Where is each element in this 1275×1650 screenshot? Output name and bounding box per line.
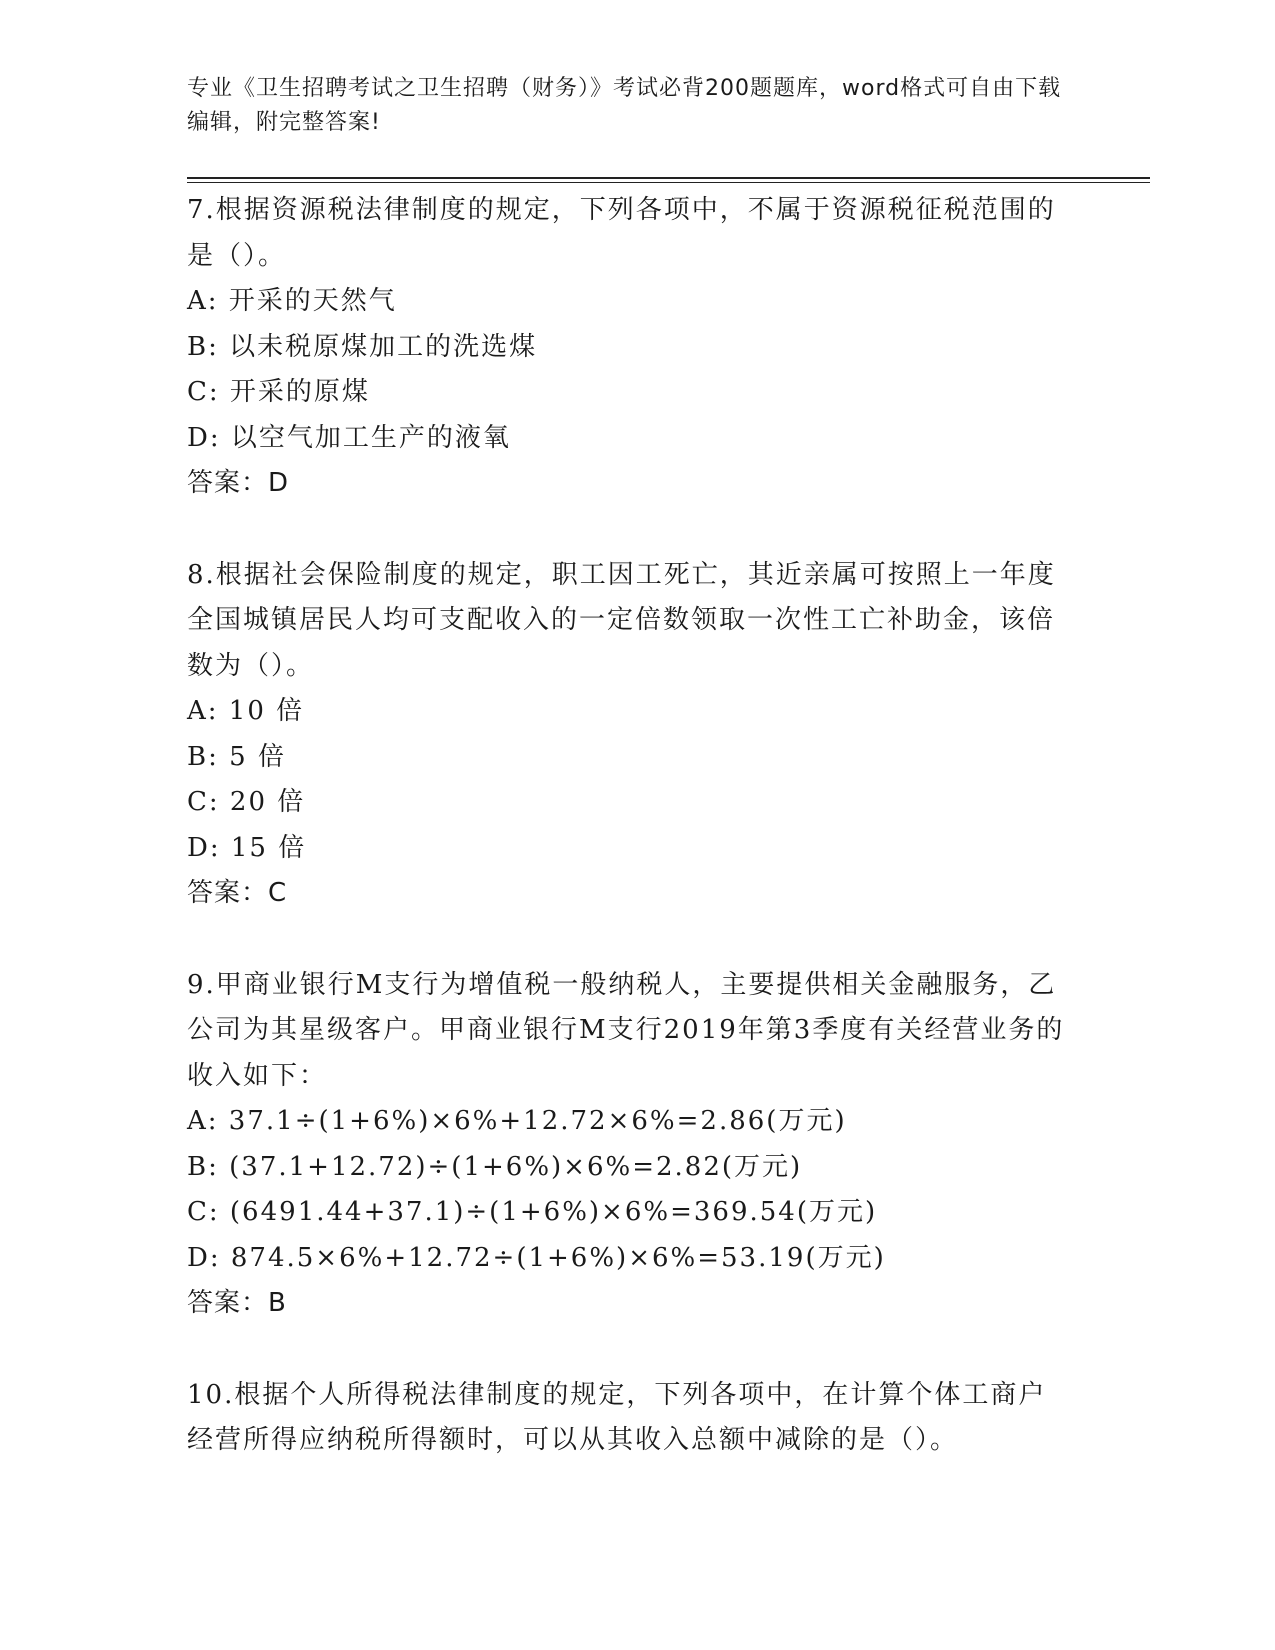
option-a: A: 10 倍 (187, 696, 305, 726)
answer: 答案：C (187, 878, 288, 908)
option-b: B: 以未税原煤加工的洗选煤 (187, 331, 538, 362)
answer: 答案：D (187, 468, 290, 498)
option-a: A: 37.1÷(1+6%)×6%+12.72×6%=2.86(万元) (187, 1106, 847, 1136)
option-a: A: 开采的天然气 (187, 286, 397, 316)
option-d: D: 以空气加工生产的液氧 (187, 422, 511, 453)
option-d: D: 15 倍 (187, 832, 307, 863)
option-b: B: 5 倍 (187, 741, 286, 772)
question-text: 9.甲商业银行M支行为增值税一般纳税人，主要提供相关金融服务，乙公司为其星级客户。甲商业银行M支行2019年第3季度有关经营业务的收入如下： (187, 969, 1065, 1091)
question-list (187, 188, 1067, 1464)
answer: 答案：B (187, 1288, 287, 1318)
header-divider (187, 177, 1150, 183)
question-9 (187, 963, 1067, 1327)
question-text: 10.根据个人所得税法律制度的规定，下列各项中，在计算个体工商户经营所得应纳税所得额时，可以从其收入总额中减除的是（）。 (187, 1379, 1047, 1455)
question-8 (187, 553, 1067, 917)
question-text: 8.根据社会保险制度的规定，职工因工死亡，其近亲属可按照上一年度全国城镇居民人均可支配收入的一定倍数领取一次性工亡补助金，该倍数为（）。 (187, 559, 1056, 681)
option-d: D: 874.5×6%+12.72÷(1+6%)×6%=53.19(万元) (187, 1242, 886, 1273)
option-c: C: 开采的原煤 (187, 377, 370, 407)
option-c: C: (6491.44+37.1)÷(1+6%)×6%=369.54(万元) (187, 1197, 878, 1227)
option-b: B: (37.1+12.72)÷(1+6%)×6%=2.82(万元) (187, 1151, 803, 1182)
question-7 (187, 188, 1067, 507)
option-c: C: 20 倍 (187, 787, 306, 817)
question-text: 7.根据资源税法律制度的规定，下列各项中，不属于资源税征税范围的是（）。 (187, 195, 1056, 271)
question-10 (187, 1373, 1067, 1464)
document-header: 专业《卫生招聘考试之卫生招聘（财务）》考试必背200题题库，word格式可自由下载编辑，附完整答案! (187, 76, 1062, 135)
